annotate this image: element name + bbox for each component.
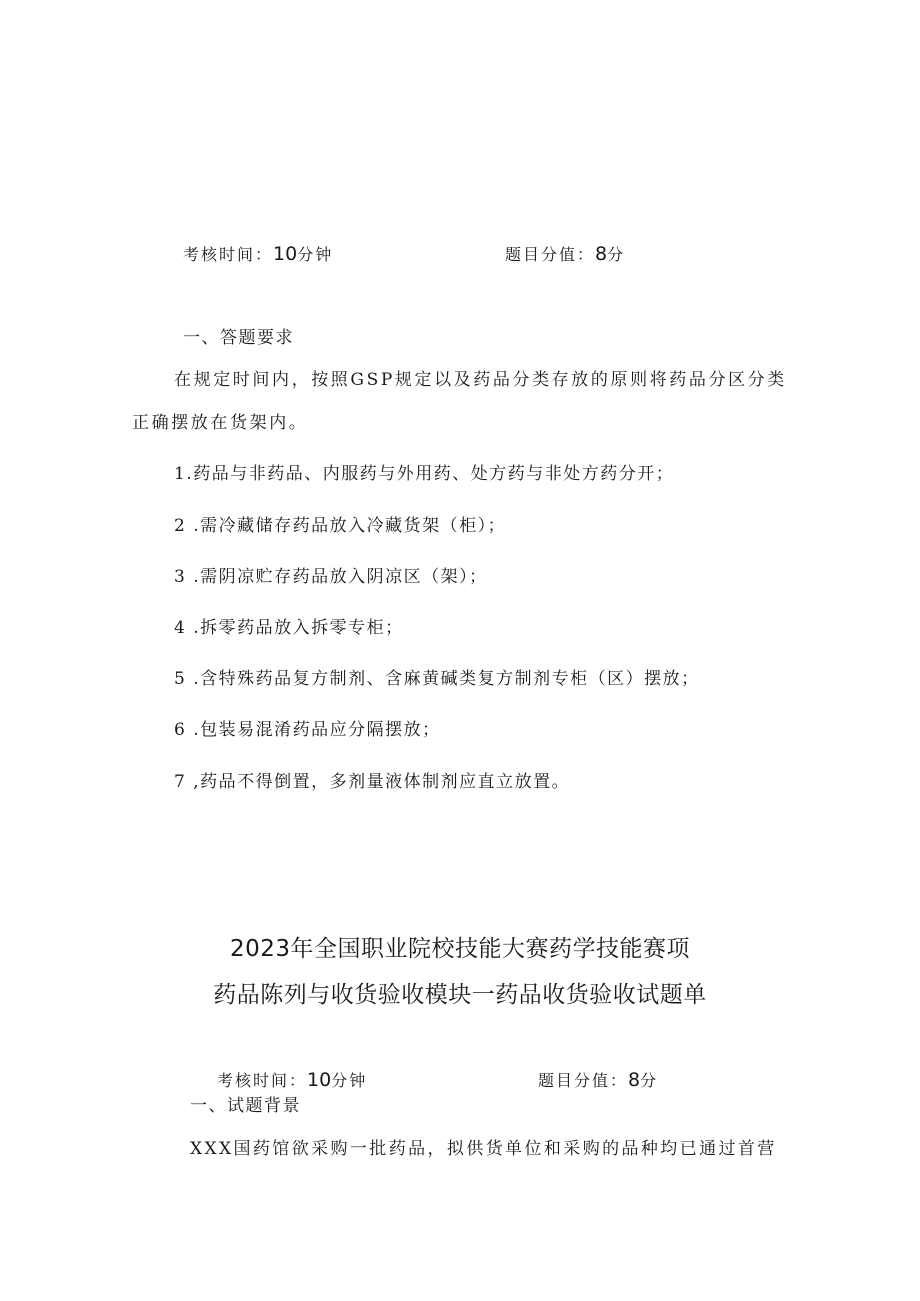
- exam-time-label: 考核时间：: [183, 245, 274, 264]
- list-item: 5 .含特殊药品复方制剂、含麻黄碱类复方制剂专柜（区）摆放；: [174, 669, 700, 689]
- list-item: 2 .需冷藏储存药品放入冷藏货架（柜）；: [174, 516, 507, 536]
- exam-time-unit: 分钟: [331, 1071, 368, 1090]
- exam-score-value: 8: [628, 1069, 641, 1091]
- exam-score-unit: 分: [607, 245, 626, 264]
- exam-score: [505, 245, 625, 264]
- exam-score-label: 题目分值：: [538, 1071, 629, 1090]
- exam-score-value: 8: [595, 243, 608, 265]
- list-item: 7 ,药品不得倒置，多剂量液体制剂应直立放置。: [174, 772, 571, 792]
- exam-score: [538, 1071, 658, 1090]
- exam-score-label: 题目分值：: [505, 245, 596, 264]
- list-item: 1.药品与非药品、内服药与外用药、处方药与非处方药分开；: [174, 464, 675, 484]
- background-paragraph-line: XXX国药馆欲采购一批药品，拟供货单位和采购的品种均已通过首营: [190, 1139, 777, 1159]
- list-item: 6 .包装易混淆药品应分隔摆放；: [174, 720, 441, 740]
- section-heading: 一、答题要求: [183, 328, 294, 348]
- exam-time-value: 10: [307, 1069, 332, 1091]
- exam-time-unit: 分钟: [297, 245, 334, 264]
- section-heading: 一、试题背景: [190, 1096, 301, 1116]
- exam-time-label: 考核时间：: [217, 1071, 308, 1090]
- list-item: 3 .需阴凉贮存药品放入阴凉区（架）；: [174, 567, 488, 587]
- intro-paragraph-line: 在规定时间内，按照GSP规定以及药品分类存放的原则将药品分区分类: [174, 370, 787, 390]
- list-item: 4 .拆零药品放入拆零专柜；: [174, 618, 404, 638]
- document-title: 2023年全国职业院校技能大赛药学技能赛项: [229, 936, 691, 962]
- intro-paragraph-line: 正确摆放在货架内。: [132, 413, 309, 433]
- exam-score-unit: 分: [640, 1071, 659, 1090]
- exam-time-value: 10: [273, 243, 298, 265]
- exam-time: [217, 1071, 367, 1090]
- exam-time: [183, 245, 333, 264]
- document-subtitle: 药品陈列与收货验收模块一药品收货验收试题单: [213, 982, 707, 1008]
